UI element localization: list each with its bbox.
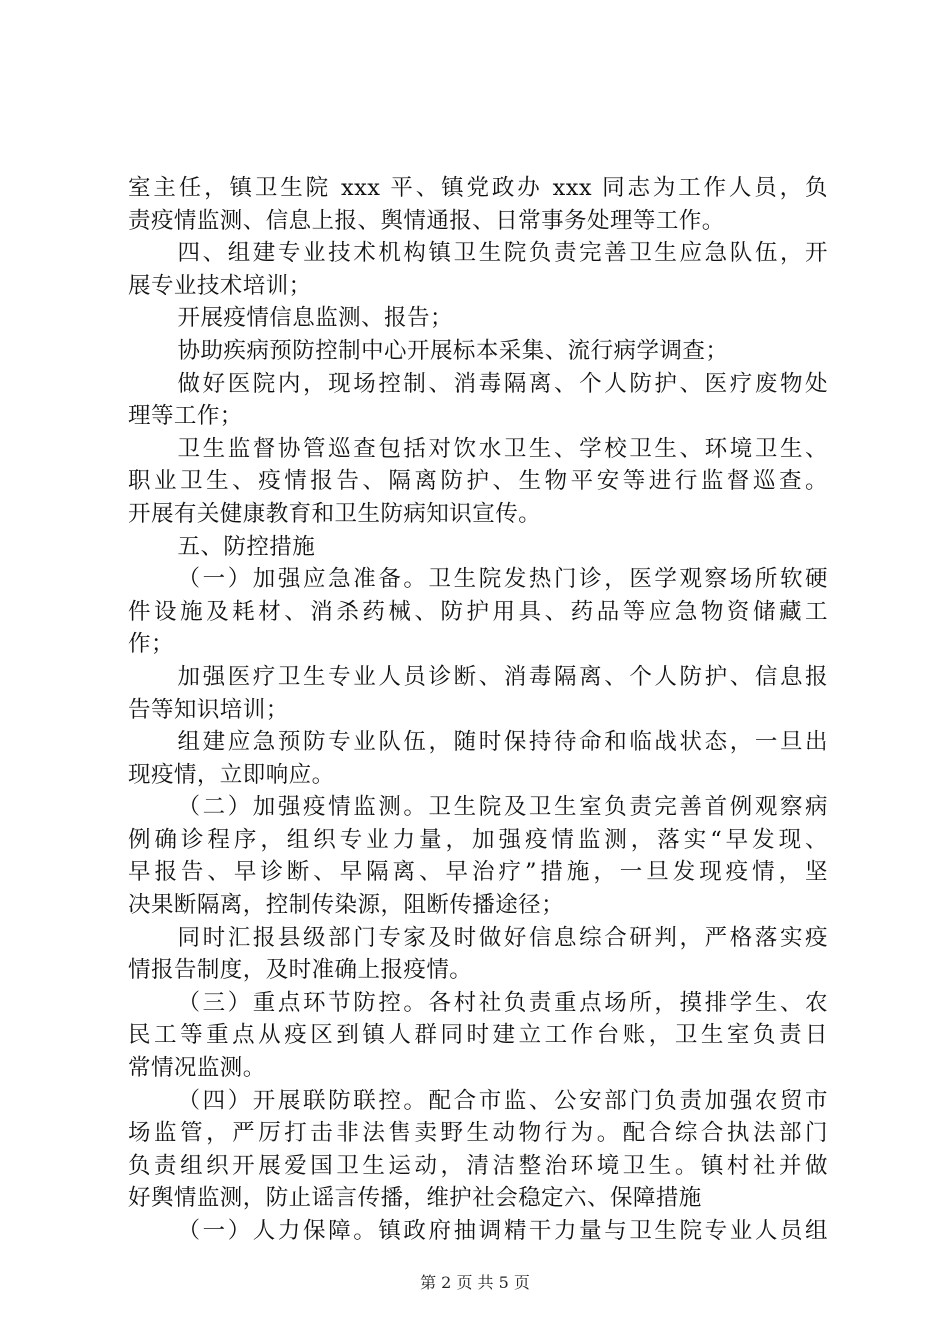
text-line: （三）重点环节防控。各村社负责重点场所，摸排学生、农 <box>177 989 828 1016</box>
page-number-label: 第 2 页 共 5 页 <box>420 1273 530 1292</box>
text-line: 职业卫生、疫情报告、隔离防护、生物平安等进行监督巡查。 <box>128 468 828 495</box>
text-line: 负责组织开展爱国卫生运动，清洁整治环境卫生。镇村社并做 <box>128 1152 828 1179</box>
text-line: 作； <box>128 631 174 658</box>
text-line: 告等知识培训； <box>128 696 289 723</box>
text-line: 加强医疗卫生专业人员诊断、消毒隔离、个人防护、信息报 <box>177 663 828 690</box>
text-line: 现疫情，立即响应。 <box>128 761 335 788</box>
text-line: 例确诊程序，组织专业力量，加强疫情监测，落实“早发现、 <box>128 826 828 853</box>
text-line: 同时汇报县级部门专家及时做好信息综合研判，严格落实疫 <box>177 924 828 951</box>
text-line: 室主任，镇卫生院 xxx 平、镇党政办 xxx 同志为工作人员，负 <box>128 175 828 201</box>
text-line: 协助疾病预防控制中心开展标本采集、流行病学调查； <box>177 337 729 364</box>
page-footer <box>0 1270 950 1293</box>
text-line: 早报告、早诊断、早隔离、早治疗”措施，一旦发现疫情，坚 <box>128 859 828 886</box>
text-line: 五、防控措施 <box>177 533 316 560</box>
text-line: 卫生监督协管巡查包括对饮水卫生、学校卫生、环境卫生、 <box>177 435 828 462</box>
text-line: 四、组建专业技术机构镇卫生院负责完善卫生应急队伍，开 <box>177 240 828 267</box>
text-line: 场监管，严厉打击非法售卖野生动物行为。配合综合执法部门 <box>128 1120 828 1147</box>
text-line: 好舆情监测，防止谣言传播，维护社会稳定六、保障措施 <box>128 1185 702 1212</box>
text-line: 开展有关健康教育和卫生防病知识宣传。 <box>128 500 542 527</box>
text-line: （二）加强疫情监测。卫生院及卫生室负责完善首例观察病 <box>177 794 828 821</box>
text-line: 件设施及耗材、消杀药械、防护用具、药品等应急物资储藏工 <box>128 598 828 625</box>
text-line: （四）开展联防联控。配合市监、公安部门负责加强农贸市 <box>177 1087 828 1114</box>
text-line: （一）加强应急准备。卫生院发热门诊，医学观察场所软硬 <box>177 566 828 593</box>
text-line: 开展疫情信息监测、报告； <box>177 305 453 332</box>
document-body <box>128 172 828 1248</box>
text-line: 常情况监测。 <box>128 1055 266 1082</box>
text-line: 组建应急预防专业队伍，随时保持待命和临战状态，一旦出 <box>177 729 828 756</box>
text-line: 做好医院内，现场控制、消毒隔离、个人防护、医疗废物处 <box>177 370 828 397</box>
text-line: 决果断隔离，控制传染源，阻断传播途径； <box>128 892 565 919</box>
text-line: 责疫情监测、信息上报、舆情通报、日常事务处理等工作。 <box>128 207 725 234</box>
text-line: 民工等重点从疫区到镇人群同时建立工作台账，卫生室负责日 <box>128 1022 828 1049</box>
text-line: 情报告制度，及时准确上报疫情。 <box>128 957 473 984</box>
text-line: （一）人力保障。镇政府抽调精干力量与卫生院专业人员组 <box>177 1218 828 1244</box>
text-line: 展专业技术培训； <box>128 272 312 299</box>
text-line: 理等工作； <box>128 403 243 430</box>
